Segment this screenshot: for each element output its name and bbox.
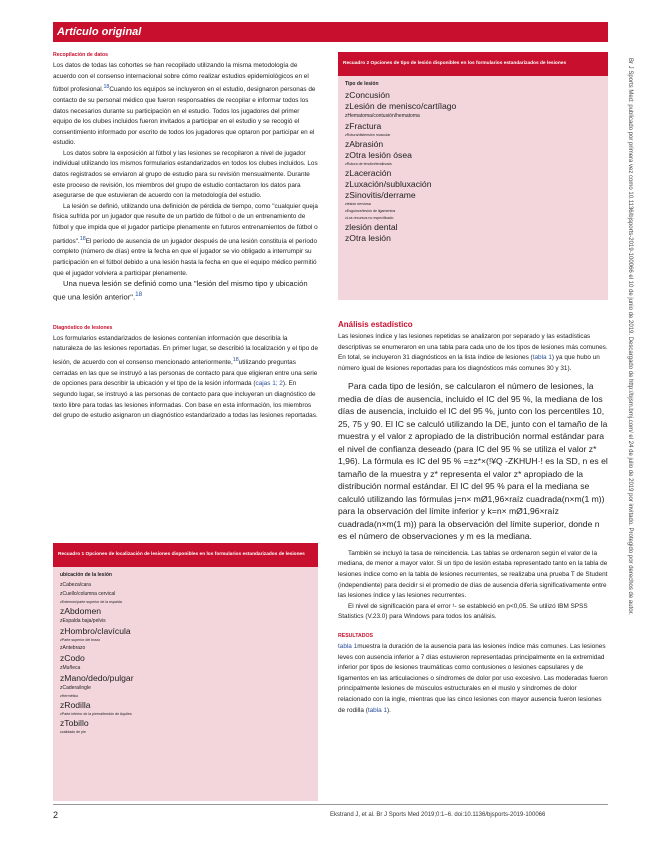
box-1-body: [53, 567, 318, 741]
list-item: zlesión dental: [345, 222, 398, 232]
list-item: zEspalda baja/pelvis: [60, 618, 106, 624]
page-number: 2: [53, 810, 59, 820]
reference-link[interactable]: 18: [232, 357, 239, 364]
list-item: zSinovitis/derrame: [345, 190, 416, 200]
table-reference-link[interactable]: tabla 1: [367, 706, 388, 714]
box-2-title: Recuadro 2 Opciones de tipo de lesión disponibles en los formularios estandarizados de lesiones: [338, 52, 608, 76]
list-item: zEsternón/parte superior de la espalda: [60, 600, 122, 604]
list-item: zlesión nerviosa: [345, 202, 371, 206]
section-title-diagnostico: Diagnóstico de lesiones: [53, 324, 113, 331]
table-reference-link[interactable]: tabla 1: [532, 354, 552, 362]
box-1-subtitle: ubicación de la lesión: [60, 572, 112, 578]
list-item: zCadera/ingle: [60, 685, 91, 691]
paragraph: [53, 279, 318, 303]
reference-link[interactable]: 18: [103, 84, 110, 91]
list-item: zOtra lesión: [345, 233, 391, 243]
list-item: zParte inferior de la pierna/tendón de Aquiles: [60, 712, 132, 716]
list-item: zRodilla: [60, 700, 91, 710]
paragraph: [53, 202, 318, 279]
text: Los formularios estandarizados de lesiones contenían información que describía la naturaleza de las lesiones reportadas. En primer lugar, se describió la localización y el tipo de lesión, de acuerdo con el consenso mencionado anteriormente,: [53, 334, 319, 367]
text: Los datos de todas las cohortes se han recopilado utilizando la misma metodología de acuerdo con el consenso internacional sobre cómo realizar estudios epidemiológicos en el fútbol profesional.: [53, 62, 309, 94]
section-title-resultados: RESULTADOS: [338, 633, 373, 640]
text: utilizando preguntas cerradas en las que se instruyó a las personas de contacto para que eligieran entre una serie de opciones para describir la ubicación y el tipo de la lesión informada (: [53, 359, 318, 388]
text: ).: [387, 706, 391, 714]
list-item: zRotura de tendón/tendinosis: [345, 162, 392, 166]
list-item: zEsguince/lesión de ligamentos: [345, 209, 396, 213]
table-reference-link[interactable]: tabla 1: [338, 643, 358, 651]
list-item: zLos recursos no especificado: [345, 216, 394, 220]
reference-link[interactable]: 18: [135, 290, 143, 298]
list-item: zHombro/clavícula: [60, 626, 131, 636]
list-item: zConcusión: [345, 90, 390, 100]
list-item: zLesión de menisco/cartílago: [345, 101, 457, 111]
text: Cuando los equipos se incluyeron en el estudio, designaron personas de contacto de su personal médico que fueron responsables de recopilar e informar todos los datos necesarios durante su participación en el estudio. Todos los jugadores del primer equipo de los clubes incluidos fueron invitados a participar en el estudio y se recogió el consentimiento informado por escrito de todos los jugadores que optaron por participar en el estudio.: [53, 86, 316, 147]
paragraph-large: Para cada tipo de lesión, se calcularon el número de lesiones, la media de días de ausencia, incluido el IC del 95 %, la mediana de los días de ausencia, incluido el IC del 95 %, junto con los percentiles 10, 25, 75 y 90. El IC se calculó utilizando la DE, junto con el tamaño de la muestra y el valor z apropiado de la distribución normal estándar para el nivel de confianza deseado (para IC del 95 % se utiliza el valor z* 1,96). La fórmula es IC del 95 % =±z*×(!¥Q -ZKHUH·! es la SD, n es el tamaño de la muestra y z* representa el valor z* apropiado de la distribución normal estándar. El IC del 95 % para el la mediana se calculó utilizando las fórmulas j=n× mØ1,96×raíz cuadrada(n×m(1 m)) para la observación del límite inferior y k=n× mØ1,96×raíz cuadrada(n×m(1 m)) para la observación del límite superior, donde n es el número de observaciones y m es la mediana.: [338, 381, 608, 542]
list-item: zCabeza/cara: [60, 582, 91, 588]
text: El período de ausencia de un jugador después de una lesión constituía el período completo (número de días) entre la fecha en que el jugador se vio obligado a interrumpir su participación en el fútbol debido a una lesión hasta la fecha en que el equipo médico permitió que el jugador volviera a participar plenamente.: [53, 237, 318, 277]
citation: Ekstrand J, et al. Br J Sports Med 2019;0:1–6. doi:10.1136/bjsports-2019-100066: [330, 812, 546, 818]
list-item: zAntebrazo: [60, 645, 86, 651]
list-item: zTobillo: [60, 718, 89, 728]
text: La lesión se definió, utilizando una definición de pérdida de tiempo, como "cualquier queja física sufrida por un jugador que resulte de un partido de fútbol o de un entrenamiento de fútbol y que impida que el jugador participe plenamente en futuros entrenamientos de fútbol o partidos".: [53, 202, 318, 245]
box-2-type-options: [338, 52, 608, 300]
footer-divider: [53, 804, 608, 805]
section-title-recopilacion: Recopilación de datos: [53, 52, 109, 58]
right-column: [338, 320, 608, 716]
text: ). En segundo lugar, se instruyó a las personas de contacto para que incluyeran un diagnóstico de texto libre para todas las lesiones informadas. Con base en esta información, los miembros del grupo de estudio asignaron un diagnóstico estandarizado a todas las lesiones reportadas.: [53, 380, 318, 420]
list-item: zHermético: [60, 694, 79, 698]
paragraph: [53, 61, 318, 149]
text: Las lesiones índice y las lesiones repetidas se analizaron por separado y las estadísticas descriptivas se enumeraron en una tabla para cada uno de los tipos de lesiones más comunes. En total, se incluyeron 31 diagnósticos en la lista índice de lesiones (: [338, 333, 608, 362]
list-item: zMano/dedo/pulgar: [60, 673, 134, 683]
list-item: zAbrasión: [345, 139, 384, 149]
paragraph: El nivel de significación para el error ¹- se estableció en p<0,05. Se utilizó IBM SPSS Statistics (V.23.0) para Windows para todos los análisis.: [338, 602, 588, 621]
paragraph: [53, 334, 318, 422]
list-item: zCodo: [60, 653, 85, 663]
reference-link[interactable]: 18: [79, 235, 86, 242]
paragraph: También se incluyó la tasa de reincidencia. Las tablas se ordenaron según el valor de la mediana, de menor a mayor valor. Si un tipo de lesión estaba representado tanto en la tabla de lesiones índice como en la tabla de lesiones recurrentes, se realizaba una prueba T de Student (independiente) para decidir si el promedio de días de ausencia difería significativamente entre las lesiones índice y las lesiones recurrentes.: [338, 549, 608, 600]
list-item: zcalidado de pie: [60, 730, 86, 734]
paragraph: [338, 332, 608, 374]
side-note-text: Br J Sports Med: publicado por primera vez como 10.1136/bjsports-2019-100066 el 10 de junio de 2019. Descargado de http://bjsm.bmj.com/ el 24 de julio de 2019 por invitado. Protegido por derechos de autor.: [627, 58, 633, 615]
box-1-location-options: [53, 543, 318, 801]
box-2-body: [338, 76, 608, 249]
list-item: zLuxación/subluxación: [345, 179, 432, 189]
list-item: zCuello/columna cervical: [60, 591, 116, 597]
list-item: zAbdomen: [60, 606, 102, 616]
box-2-subtitle: Tipo de lesión: [345, 81, 379, 87]
text: Una nueva lesión se definió como una "lesión del mismo tipo y ubicación que una lesión anterior".: [53, 279, 308, 302]
section-title-analisis: Análisis estadístico: [338, 320, 413, 329]
list-item: zHematoma/contusión/hematoma: [345, 113, 420, 119]
list-item: zLaceración: [345, 168, 392, 178]
box-1-title: Recuadro 1 Opciones de localización de lesiones disponibles en los formularios estandarizados de lesiones: [53, 543, 318, 567]
box-2-list: [345, 90, 601, 244]
section-label: Artículo original: [57, 26, 142, 38]
left-column: [53, 52, 318, 422]
list-item: zRotura/distensión muscular: [345, 133, 391, 137]
side-copyright-note: [625, 60, 635, 820]
list-item: zParte superior del brazo: [60, 638, 101, 642]
text: muestra la duración de la ausencia para las lesiones índice más comunes. Las lesiones leves con ausencia inferior a 7 días estuvieron representadas principalmente en la extremidad inferior por tipos de lesiones traumáticas como contusiones o lesiones capsulares y de ligamentos en las articulaciones o síndromes de dolor por uso excesivo. Las moderadas fueron principalmente lesiones de músculos estructurales en el muslo y síndromes de dolor relacionado con la ingle, mientras que las cinco lesiones con mayor ausencia fueron lesiones de rodilla (: [338, 643, 608, 714]
box-reference-link[interactable]: cajas 1; 2: [255, 380, 283, 388]
list-item: zFractura: [345, 121, 382, 131]
text: ) ya que hubo un número igual de lesiones reportadas para los diagnósticos más comunes 30 y 31).: [338, 354, 600, 372]
list-item: zMuñeca: [60, 665, 81, 671]
section-header-bar: [53, 22, 608, 42]
box-1-list: [60, 581, 311, 736]
list-item: zOtra lesión ósea: [345, 150, 412, 160]
paragraph: Los datos sobre la exposición al fútbol y las lesiones se recopilaron a nivel de jugador individual utilizando los mismos formularios estandarizados en todos los clubes incluidos. Los datos registrados se enviaron al grupo de estudio para su revisión mensualmente. Durante este proceso de revisión, los miembros del grupo de estudio contactaron los datos para asegurarse de que estuvieran de acuerdo con la metodología del estudio.: [53, 149, 318, 200]
paragraph: [338, 642, 608, 716]
